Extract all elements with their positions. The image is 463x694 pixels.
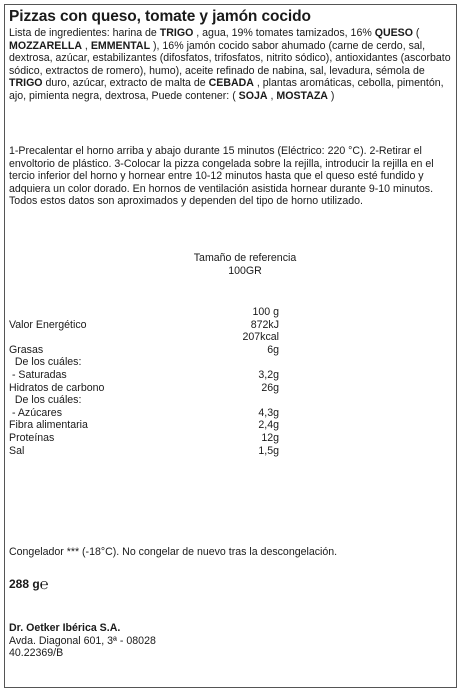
nutrient-value: 3,2g [258,368,279,381]
company-code: 40.22369/B [9,647,64,660]
nutrient-value: 100 g [252,306,279,318]
ingredient-text: duro, azúcar, extracto de malta de [42,77,209,90]
nutrition-row [9,356,309,369]
nutrition-row [9,306,309,319]
nutrient-value: 4,3g [258,406,279,419]
nutrition-row [9,319,309,332]
ingredient-text: , plantas aromáticas, cebolla, pimentón, ajo, pimienta negra, dextrosa, Puede contener: ( [9,77,444,102]
estimated-sign-icon: ℮ [39,576,49,593]
ingredient-text: , [81,39,91,52]
nutrient-label: Valor Energético [9,318,87,331]
ingredient-text: , [267,89,277,102]
nutrient-label: De los cuáles: [9,394,82,407]
storage-instructions: Congelador *** (-18°C). No congelar de nuevo tras la descongelación. [9,546,338,558]
nutrient-value: 2,4g [258,419,279,432]
product-title: Pizzas con queso, tomate y jamón cocido [9,8,311,25]
ingredient-text: ), 16% jamón cocido sabor ahumado (carne de cerdo, sal, dextrosa, azúcar, estabilizantes (difosfatos, trifosfatos, nitrito sódico), antioxidantes (ascorbato sódico, extractos de romero), humo), aceite refinado de nabina, sal, levadura, sémola de [9,39,451,77]
nutrition-row [9,432,309,445]
nutrient-label: Grasas [9,343,44,356]
allergen-text: EMMENTAL [90,39,151,52]
allergen-text: TRIGO [159,27,194,39]
nutrient-value: 207kcal [242,331,279,344]
allergen-text: TRIGO [9,77,43,90]
nutrition-row [9,344,309,357]
nutrient-value: 872kJ [250,318,279,331]
allergen-text: SOJA [238,89,268,102]
preparation-instructions: 1-Precalentar el horno arriba y abajo durante 15 minutos (Eléctrico: 220 °C). 2-Retirar el envoltorio de plástico. 3-Colocar la pizza congelada sobre la rejilla, introducir la rejilla en el tercio inferior del horno y hornear entre 10-12 minutos hasta que el queso esté fundido y adquiera un color dorado. En hornos de ventilación asistida hornear durante 9-10 minutos. Todos estos datos son aproximados y dependen del tipo de horno utilizado. [9,145,434,208]
nutrient-value: 12g [261,431,279,444]
ingredient-text: , agua, 19% tomates tamizados, 16% [193,27,375,39]
nutrition-row [9,382,309,395]
nutrient-label: Hidratos de carbono [9,381,105,394]
nutrition-row [9,331,309,344]
reference-value: 100GR [228,264,262,277]
nutrition-table [9,306,309,457]
nutrient-label: Fibra alimentaria [9,419,88,432]
allergen-text: QUESO [374,27,413,39]
reference-label: Tamaño de referencia [193,252,297,264]
weight-value: 288 g [9,577,40,591]
nutrient-label: Proteínas [9,431,55,444]
company-address: Avda. Diagonal 601, 3ª - 08028 [9,634,156,647]
nutrient-label: - Azúcares [9,406,62,419]
company-info [9,622,156,660]
ingredient-text: ) [327,89,335,102]
nutrient-value: 6g [267,343,279,356]
allergen-text: MOSTAZA [276,89,328,102]
nutrition-row [9,369,309,382]
nutrition-row [9,407,309,420]
nutrient-label: Sal [9,444,25,457]
company-name: Dr. Oetker Ibérica S.A. [9,622,121,634]
ingredients-list [9,27,453,103]
nutrient-value: 26g [261,381,279,394]
nutrition-row [9,445,309,458]
nutrient-label: De los cuáles: [9,356,82,369]
nutrition-row [9,419,309,432]
allergen-text: CEBADA [208,77,254,90]
nutrient-label: - Saturadas [9,368,67,381]
net-weight [9,575,49,592]
nutrition-reference [190,252,300,277]
nutrient-value: 1,5g [258,444,279,457]
ingredient-text: ( [412,27,420,39]
allergen-text: MOZZARELLA [9,39,82,52]
nutrition-row [9,394,309,407]
ingredient-text: Lista de ingredientes: harina de [9,27,160,39]
